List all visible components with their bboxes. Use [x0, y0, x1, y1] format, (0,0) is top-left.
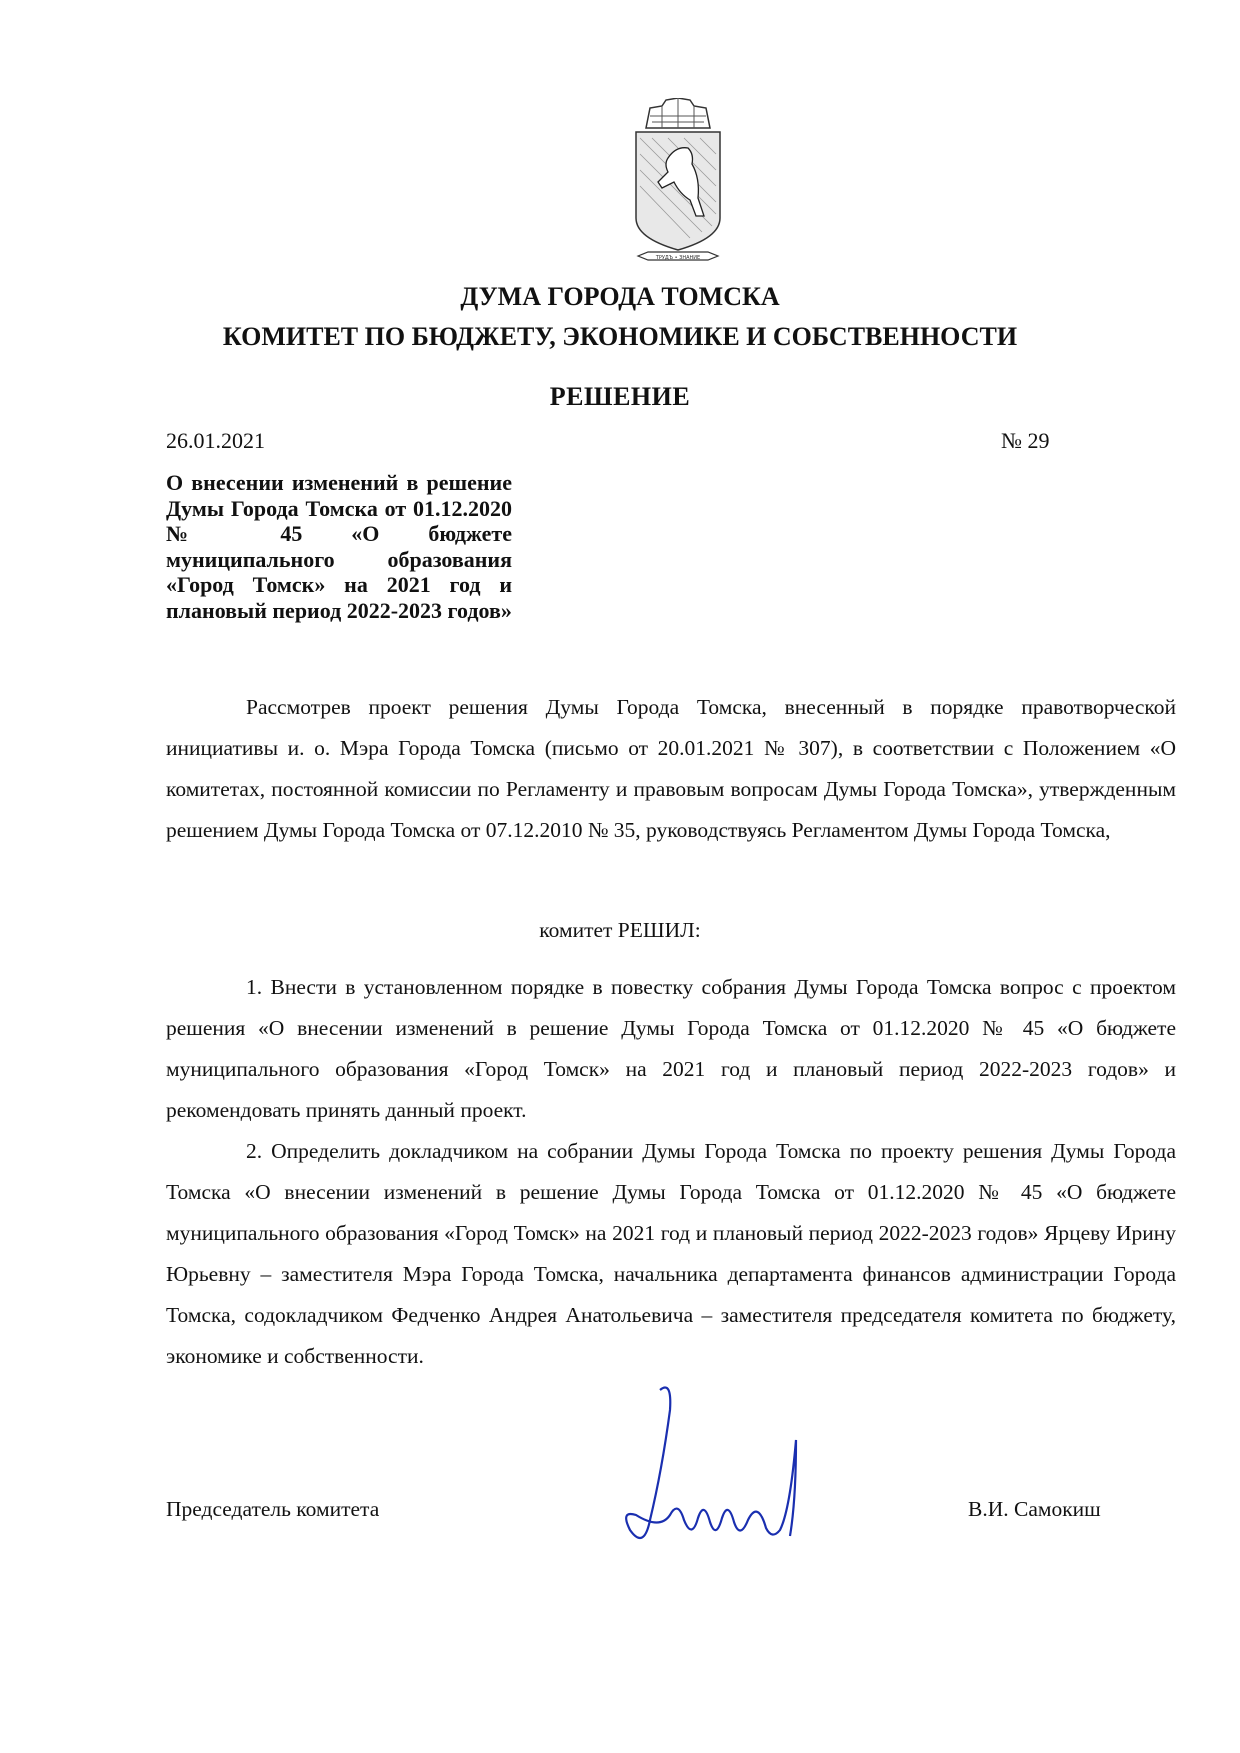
document-type: РЕШЕНИЕ [549, 382, 691, 411]
intro-paragraph: Рассмотрев проект решения Думы Города Томска, внесенный в порядке правотворческой инициативы и. о. Мэра Города Томска (письмо от 20.01.2021 № 307), в соответствии с Положением «О комитетах, постоянной комиссии по Регламенту и правовым вопросам Думы Города Томска», утвержденным решением Думы Города Томска от 07.12.2010 № 35, руководствуясь Регламентом Думы Города Томска, [166, 695, 1176, 842]
tomsk-coat-of-arms-icon [628, 98, 728, 270]
signatory-name: В.И. Самокиш [968, 1497, 1101, 1521]
committee-title: КОМИТЕТ ПО БЮДЖЕТУ, ЭКОНОМИКЕ И СОБСТВЕННОСТИ [222, 322, 1018, 351]
document-number: № 29 [1001, 428, 1050, 453]
document-date: 26.01.2021 [166, 428, 265, 453]
handwritten-signature [600, 1380, 830, 1570]
organization-title: ДУМА ГОРОДА ТОМСКА [460, 282, 780, 311]
svg-text:ТРУДЪ • ЗНАНИЕ: ТРУДЪ • ЗНАНИЕ [655, 255, 701, 261]
decision-item-1: 1. Внести в установленном порядке в повестку собрания Думы Города Томска вопрос с проектом решения «О внесении изменений в решение Думы Города Томска от 01.12.2020 № 45 «О бюджете муниципального образования «Город Томск» на 2021 год и плановый период 2022-2023 годов» и рекомендовать принять данный проект. [166, 975, 1176, 1122]
signatory-title: Председатель комитета [166, 1497, 380, 1521]
document-subject: О внесении изменений в решение Думы Города Томска от 01.12.2020 № 45 «О бюджете муниципального образования «Город Томск» на 2021 год и плановый период 2022-2023 годов» [166, 470, 512, 623]
decision-heading: комитет РЕШИЛ: [539, 918, 701, 942]
decision-item-2: 2. Определить докладчиком на собрании Думы Города Томска по проекту решения Думы Города Томска «О внесении изменений в решение Думы Города Томска от 01.12.2020 № 45 «О бюджете муниципального образования «Город Томск» на 2021 год и плановый период 2022-2023 годов» Ярцеву Ирину Юрьевну – заместителя Мэра Города Томска, начальника департамента финансов администрации Города Томска, содокладчиком Федченко Андрея Анатольевича – заместителя председателя комитета по бюджету, экономике и собственности. [166, 1139, 1176, 1368]
